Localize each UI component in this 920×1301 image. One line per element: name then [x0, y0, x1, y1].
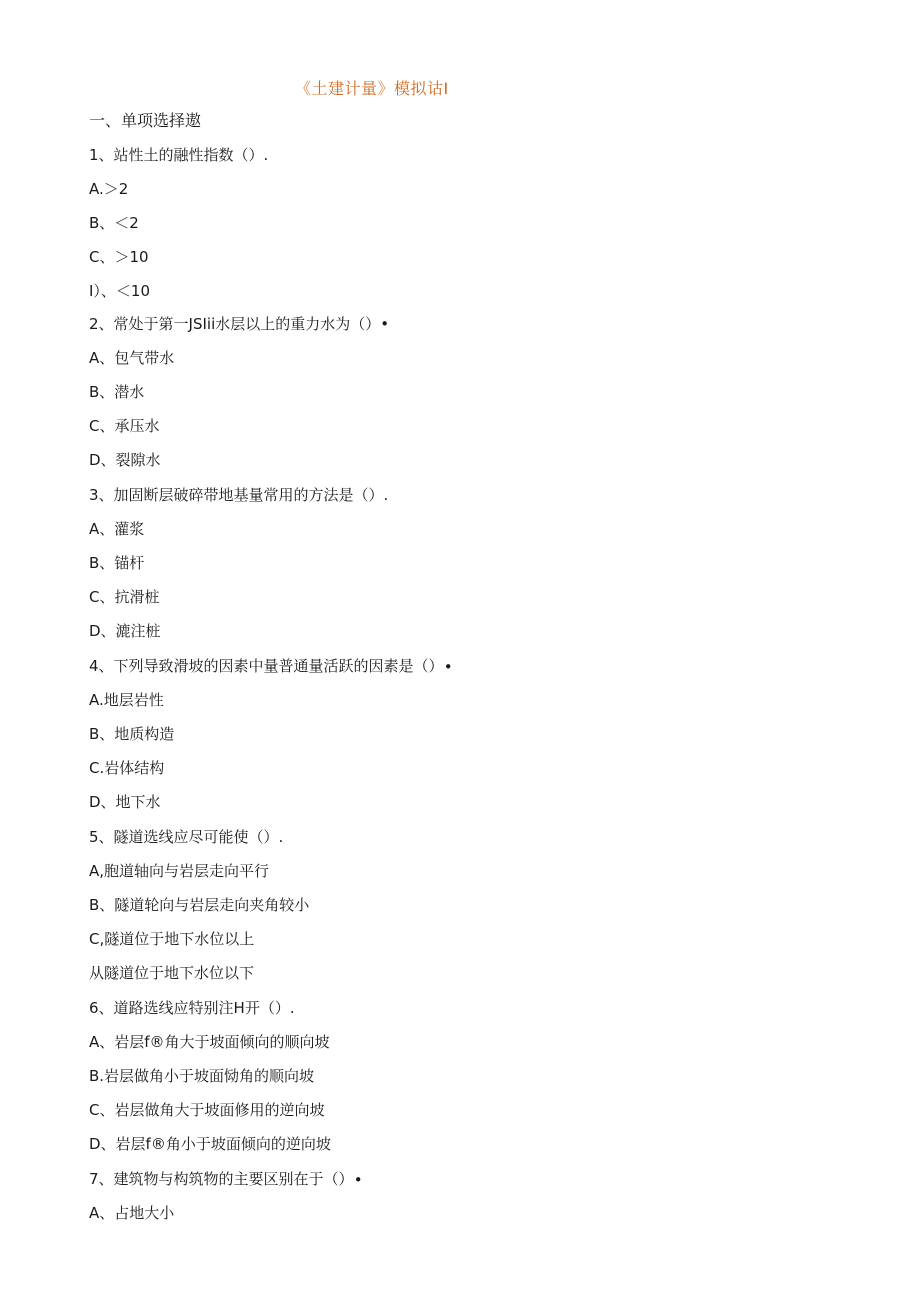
document-title: 《土建计量》模拟诂I [295, 79, 449, 98]
question-6-option-c: C、岩层做角大于坡面修用的逆向坡 [89, 1101, 325, 1119]
question-1-option-d: I）、＜10 [89, 282, 151, 300]
question-5: 5、隧道选线应尽可能使（）. [89, 828, 284, 846]
question-3: 3、加固断层破碎带地基量常用的方法是（）. [89, 486, 389, 504]
question-3-option-a: A、灌浆 [89, 520, 145, 538]
question-2-option-a: A、包气带水 [89, 349, 175, 367]
question-5-option-d: 从隧道位于地下水位以下 [89, 964, 255, 982]
question-7: 7、建筑物与构筑物的主要区别在于（）∙ [89, 1170, 363, 1188]
question-3-option-b: B、锚杆 [89, 554, 145, 572]
question-5-option-a: A,胞道轴向与岩层走向平行 [89, 862, 270, 880]
question-1: 1、站性土的融性指数（）. [89, 146, 269, 164]
question-4-option-c: C.岩体结构 [89, 759, 165, 777]
question-4-option-d: D、地下水 [89, 793, 161, 811]
question-6-option-a: A、岩层f®角大于坡面倾向的顺向坡 [89, 1033, 330, 1051]
question-6-option-d: D、岩层f®角小于坡面倾向的逆向坡 [89, 1135, 331, 1153]
question-4: 4、下列导致滑坡的因素中量普通量活跃的因素是（）∙ [89, 657, 453, 675]
question-2: 2、常处于第一JSIii水层以上的重力水为（）• [89, 315, 390, 333]
question-3-option-d: D、漉注桩 [89, 622, 161, 640]
question-1-option-b: B、＜2 [89, 214, 139, 232]
question-5-option-c: C,隧道位于地下水位以上 [89, 930, 255, 948]
question-7-option-a: A、占地大小 [89, 1204, 175, 1222]
question-2-option-c: C、承压水 [89, 417, 160, 435]
question-1-option-c: C、＞10 [89, 248, 149, 266]
question-2-option-b: B、潜水 [89, 383, 145, 401]
question-4-option-a: A.地层岩性 [89, 691, 164, 709]
question-2-option-d: D、裂隙水 [89, 451, 161, 469]
question-6: 6、道路选线应特别注H开（）. [89, 999, 295, 1017]
question-6-option-b: B.岩层做角小于坡面恸角的顺向坡 [89, 1067, 315, 1085]
question-1-option-a: A.＞2 [89, 180, 129, 198]
section-heading: 一、单项选择遨 [89, 111, 202, 130]
question-5-option-b: B、隧道轮向与岩层走向夹角较小 [89, 896, 310, 914]
question-3-option-c: C、抗滑桩 [89, 588, 160, 606]
question-4-option-b: B、地质构造 [89, 725, 175, 743]
